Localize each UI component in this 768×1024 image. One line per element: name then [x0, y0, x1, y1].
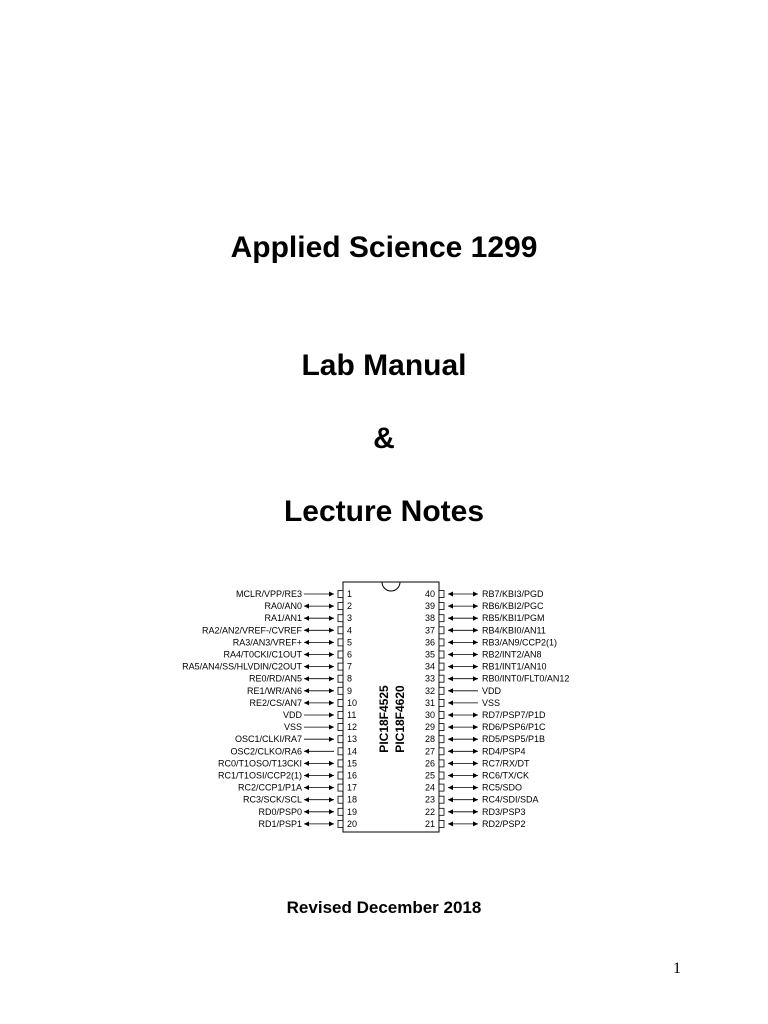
revision-date: Revised December 2018: [286, 898, 482, 917]
pin-number: 14: [347, 746, 358, 757]
pin-label: RB5/KBI1/PGM: [482, 613, 545, 624]
pin-number: 35: [424, 649, 435, 660]
left-pin-20: [258, 819, 357, 829]
pin-number: 37: [424, 625, 435, 636]
pin-number: 9: [347, 685, 353, 696]
right-pin-21: [425, 819, 526, 829]
right-pin-30: [425, 710, 546, 720]
left-pin-16: [218, 771, 357, 781]
pin-number: 18: [347, 794, 358, 805]
left-pin-8: [249, 674, 352, 684]
pin-label: RC3/SCK/SCL: [242, 794, 302, 805]
pin-label: RB3/AN9/CCP2(1): [482, 637, 558, 648]
left-pin-6: [223, 650, 352, 660]
pin-label: RE0/RD/AN5: [248, 673, 302, 684]
pin-label: OSC2/CLKO/RA6: [230, 746, 302, 757]
pin-label: RC4/SDI/SDA: [482, 794, 539, 805]
left-pin-2: [264, 601, 352, 611]
pic18f-pinout-diagram: [178, 578, 598, 848]
pin-label: RD2/PSP2: [482, 818, 526, 829]
pin-number: 26: [424, 758, 435, 769]
left-pin-14: [230, 746, 357, 756]
right-pin-26: [425, 758, 530, 768]
pin-label: RE2/CS/AN7: [249, 697, 302, 708]
right-pin-22: [425, 807, 526, 817]
pin-number: 6: [347, 649, 353, 660]
left-pin-4: [202, 625, 352, 635]
pin-number: 8: [347, 673, 353, 684]
left-pin-18: [243, 795, 357, 805]
pin-label: RD3/PSP3: [482, 806, 526, 817]
part-number-2: PIC18F4620: [393, 685, 407, 753]
pin-label: RD5/PSP5/P1B: [482, 734, 546, 745]
pin-label: RC7/RX/DT: [482, 758, 530, 769]
pin-label: RD6/PSP6/P1C: [482, 722, 546, 733]
pin-number: 4: [347, 625, 353, 636]
pin-number: 16: [347, 770, 358, 781]
pin-label: RA2/AN2/VREF-/CVREF: [201, 625, 302, 636]
pin-number: 2: [347, 601, 353, 612]
pin-number: 3: [347, 613, 353, 624]
pin-number: 22: [424, 806, 435, 817]
right-pin-25: [425, 771, 529, 781]
left-pin-19: [258, 807, 357, 817]
pin-number: 12: [347, 722, 358, 733]
left-pin-5: [233, 637, 352, 647]
pin-number: 20: [347, 818, 358, 829]
document-title: Applied Science 1299: [230, 231, 538, 264]
pin-label: RD7/PSP7/P1D: [482, 710, 546, 720]
pin-number: 21: [424, 818, 435, 829]
pin-number: 36: [424, 637, 435, 648]
pin-number: 24: [424, 782, 435, 793]
right-pin-33: [425, 674, 569, 684]
subtitle-ampersand: &: [373, 422, 395, 455]
pin-number: 5: [347, 637, 353, 648]
right-pin-27: [425, 746, 526, 756]
pin-label: RC5/SDO: [482, 782, 523, 793]
pin-number: 39: [424, 601, 435, 612]
pin-number: 19: [347, 806, 358, 817]
pin-label: RB1/INT1/AN10: [482, 661, 547, 672]
pin-label: RA1/AN1: [264, 613, 302, 624]
pin-number: 15: [347, 758, 358, 769]
pin-label: RC0/T1OSO/T13CKI: [217, 758, 302, 769]
pin-label: VSS: [482, 697, 501, 708]
pin-label: RA5/AN4/SS/HLVDIN/C2OUT: [182, 661, 302, 672]
pin-label: RB2/INT2/AN8: [482, 649, 542, 660]
right-pin-40: [425, 589, 544, 599]
subtitle-lecture-notes: Lecture Notes: [283, 495, 485, 528]
pin-number: 38: [424, 613, 435, 624]
right-pin-36: [425, 637, 557, 647]
pin-label: RA3/AN3/VREF+: [232, 637, 302, 648]
part-number-1: PIC18F4525: [377, 685, 391, 753]
pin-number: 34: [424, 661, 435, 672]
pin-label: RC1/T1OSI/CCP2(1): [217, 770, 302, 781]
left-pin-1: [236, 589, 352, 599]
pin-label: OSC1/CLKI/RA7: [234, 734, 302, 745]
right-pin-34: [425, 662, 547, 672]
right-pin-29: [425, 722, 546, 732]
left-pin-10: [249, 698, 357, 708]
pin-number: 7: [347, 661, 353, 672]
pin-label: RB4/KBI0/AN11: [482, 625, 546, 636]
pin-number: 11: [347, 710, 357, 720]
pin-number: 13: [347, 734, 358, 745]
pin-number: 27: [424, 746, 435, 757]
right-pin-28: [425, 734, 545, 744]
pin-label: RD1/PSP1: [258, 818, 302, 829]
pin-number: 28: [424, 734, 435, 745]
pin-label: RA0/AN0: [264, 601, 302, 612]
pin-label: RC6/TX/CK: [482, 770, 530, 781]
pin-label: RD4/PSP4: [482, 746, 526, 757]
right-pins: [425, 589, 569, 829]
pin-label: VDD: [482, 685, 502, 696]
pin-number: 10: [347, 697, 358, 708]
pin-label: RE1/WR/AN6: [246, 685, 302, 696]
right-pin-35: [425, 650, 542, 660]
right-pin-39: [425, 601, 544, 611]
left-pin-17: [238, 783, 357, 793]
right-pin-23: [425, 795, 539, 805]
right-pin-24: [425, 783, 522, 793]
pin-number: 25: [424, 770, 435, 781]
page-number: 1: [673, 960, 681, 977]
pin-label: MCLR/VPP/RE3: [235, 589, 302, 599]
left-pin-3: [264, 613, 352, 623]
pin-label: VSS: [283, 722, 302, 733]
left-pin-7: [182, 662, 352, 672]
pin-label: RB7/KBI3/PGD: [482, 589, 544, 599]
pin-number: 1: [347, 589, 353, 599]
pin-label: RB6/KBI2/PGC: [482, 601, 544, 612]
subtitle-lab-manual: Lab Manual: [301, 349, 467, 382]
pin-number: 33: [424, 673, 435, 684]
pin-number: 23: [424, 794, 435, 805]
pin-number: 32: [424, 685, 435, 696]
left-pin-15: [218, 758, 357, 768]
right-pin-38: [425, 613, 545, 623]
right-pin-37: [425, 625, 546, 635]
pin-label: RD0/PSP0: [258, 806, 302, 817]
pin-number: 17: [347, 782, 358, 793]
left-pin-9: [247, 686, 352, 696]
pin-label: RA4/T0CKI/C1OUT: [223, 649, 302, 660]
pin-number: 30: [424, 710, 435, 720]
pin-number: 31: [424, 697, 435, 708]
pin-number: 29: [424, 722, 435, 733]
pin-number: 40: [424, 589, 435, 599]
left-pin-12: [284, 722, 357, 732]
pin-label: RB0/INT0/FLT0/AN12: [482, 673, 570, 684]
pin-label: RC2/CCP1/P1A: [237, 782, 302, 793]
pin-label: VDD: [282, 710, 302, 720]
left-pins: [182, 589, 357, 829]
left-pin-13: [235, 734, 357, 744]
